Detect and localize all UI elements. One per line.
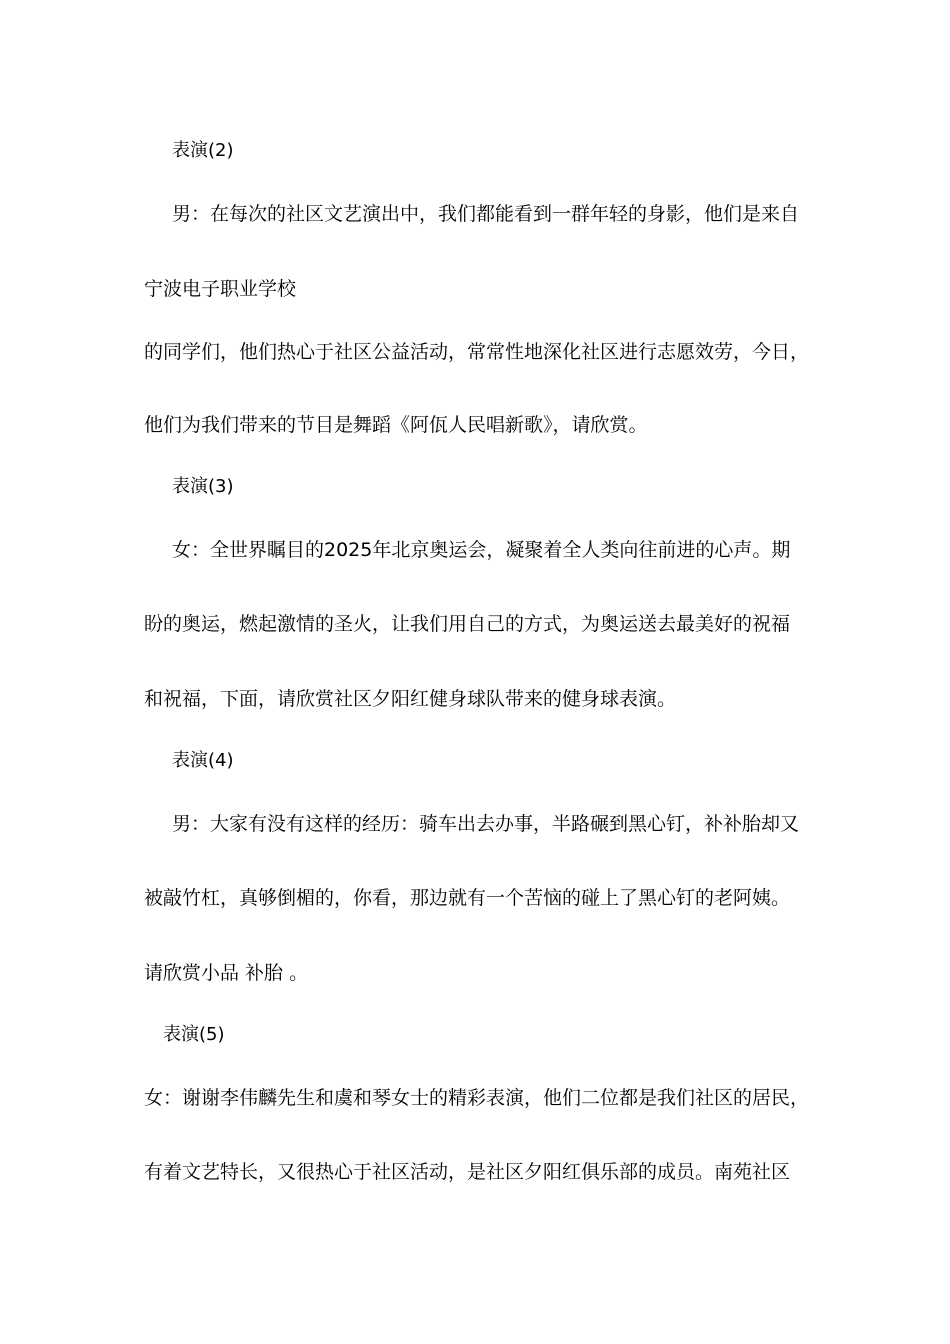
heading-performance-5: 表演(5): [163, 1024, 225, 1045]
paragraph-line: 请欣赏小品 补胎 。: [144, 962, 309, 984]
paragraph-line: 男：在每次的社区文艺演出中，我们都能看到一群年轻的身影，他们是来自: [172, 203, 800, 225]
paragraph-line: 女：全世界瞩目的2025年北京奥运会，凝聚着全人类向往前进的心声。期: [172, 539, 791, 561]
paragraph-line: 有着文艺特长，又很热心于社区活动，是社区夕阳红俱乐部的成员。南苑社区: [144, 1161, 791, 1183]
paragraph-line: 和祝福，下面，请欣赏社区夕阳红健身球队带来的健身球表演。: [144, 688, 677, 710]
paragraph-line: 被敲竹杠，真够倒楣的，你看，那边就有一个苦恼的碰上了黑心钉的老阿姨。: [144, 887, 791, 909]
paragraph-line: 宁波电子职业学校: [144, 278, 297, 300]
paragraph-line: 男：大家有没有这样的经历：骑车出去办事，半路碾到黑心钉，补补胎却又: [172, 813, 800, 835]
paragraph-line: 盼的奥运，燃起激情的圣火，让我们用自己的方式，为奥运送去最美好的祝福: [144, 613, 791, 635]
paragraph-line: 的同学们，他们热心于社区公益活动，常常性地深化社区进行志愿效劳，今日，: [144, 341, 810, 363]
paragraph-line: 女：谢谢李伟麟先生和虞和琴女士的精彩表演，他们二位都是我们社区的居民，: [144, 1087, 810, 1109]
heading-performance-2: 表演(2): [172, 140, 234, 161]
heading-performance-4: 表演(4): [172, 750, 234, 771]
heading-performance-3: 表演(3): [172, 476, 234, 497]
paragraph-line: 他们为我们带来的节目是舞蹈《阿佤人民唱新歌》，请欣赏。: [144, 414, 648, 436]
